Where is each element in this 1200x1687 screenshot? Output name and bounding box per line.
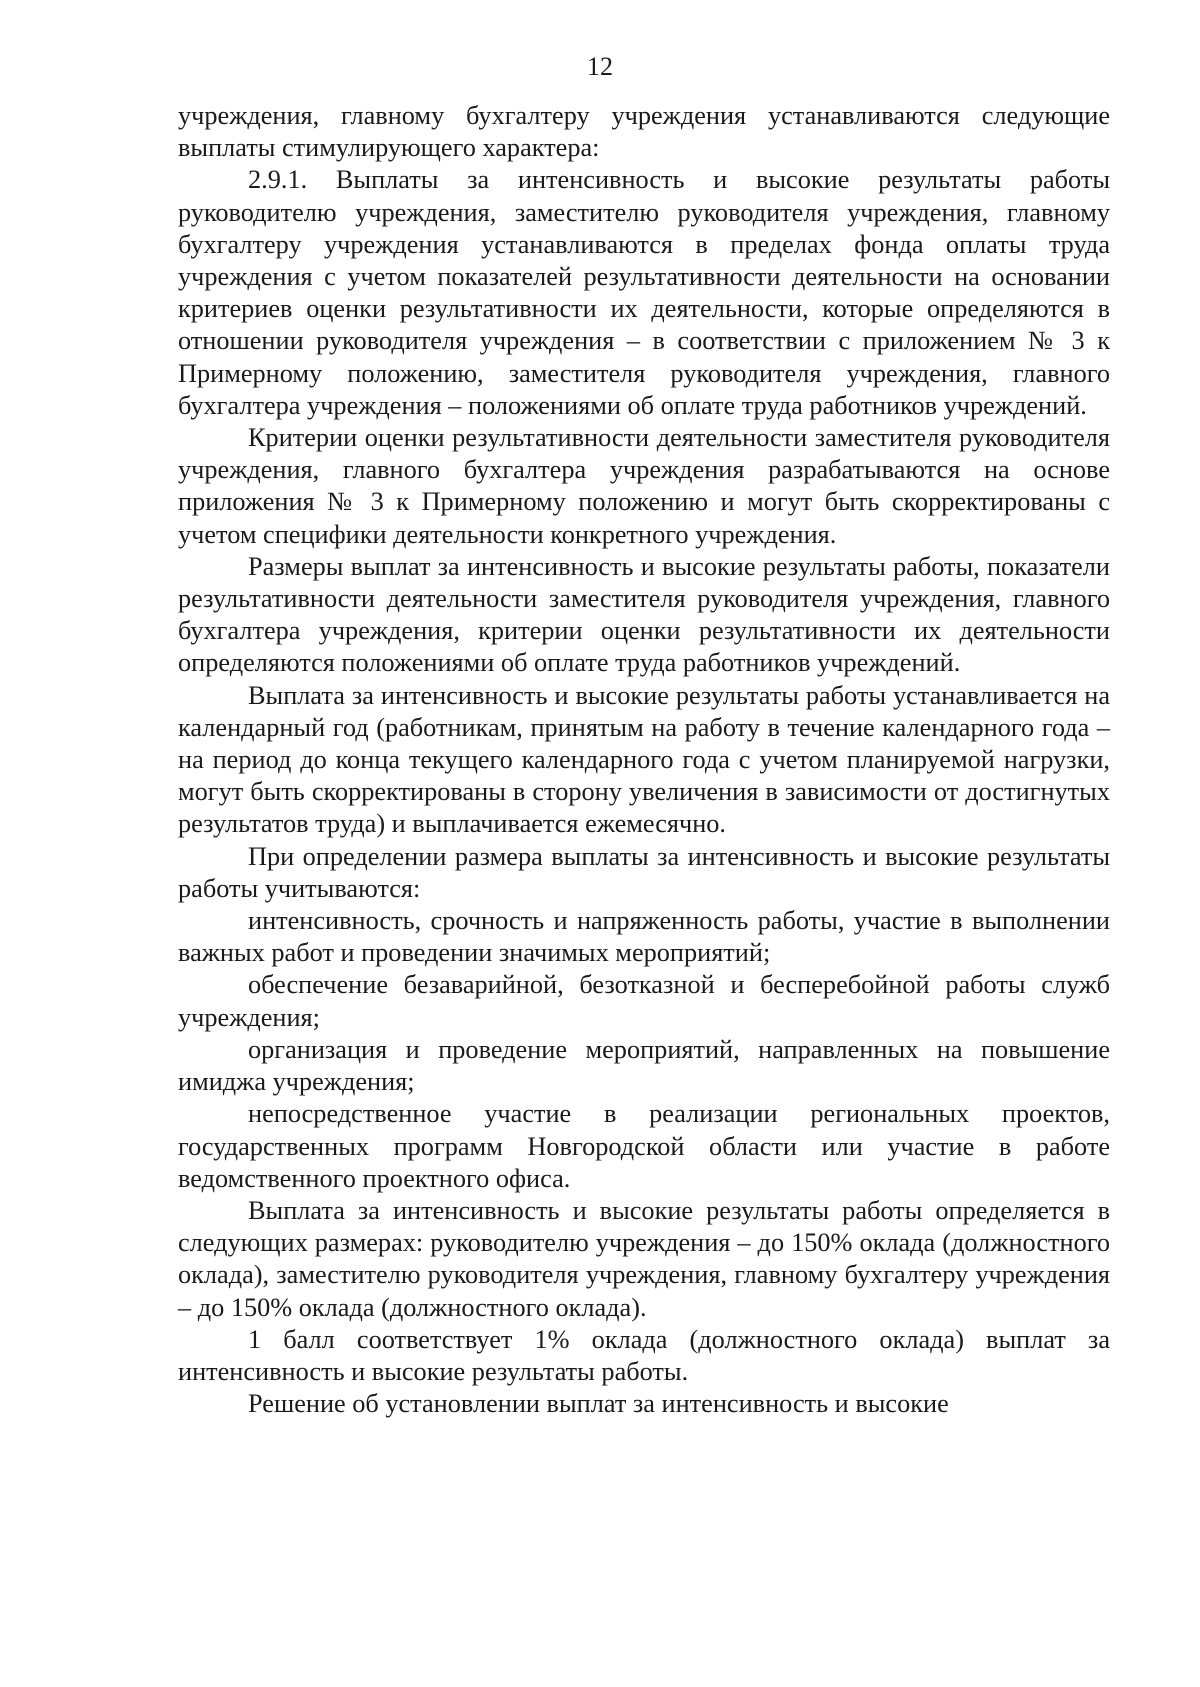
paragraph-criteria: Критерии оценки результативности деятельности заместителя руководителя учреждения, главного бухгалтера учреждения разрабатываются на основе приложения № 3 к Примерному положению и могут быть скорректированы с учетом специфики деятельности конкретного учреждения. <box>178 423 1110 549</box>
paragraph-factor-image: организация и проведение мероприятий, направленных на повышение имиджа учреждения; <box>178 1034 1110 1097</box>
paragraph-section-2-9-1: 2.9.1. Выплаты за интенсивность и высокие результаты работы руководителю учреждения, заместителю руководителя учреждения, главному бухгалтеру учреждения устанавливаются в пределах фонда оплаты труда учреждения с учетом показателей результативности деятельности на основании критериев оценки результативности их деятельности, которые определяются в отношении руководителя учреждения – в соответствии с приложением № 3 к Примерному положению, заместителя руководителя учреждения, главного бухгалтера учреждения – положениями об оплате труда работников учреждений. <box>178 165 1110 420</box>
paragraph-factor-intensity: интенсивность, срочность и напряженность работы, участие в выполнении важных работ и проведении значимых мероприятий; <box>178 906 1110 968</box>
document-body <box>178 100 1110 1420</box>
paragraph-factor-projects: непосредственное участие в реализации региональных проектов, государственных программ Новгородской области или участие в работе ведомственного проектного офиса. <box>178 1099 1110 1193</box>
paragraph-payment-period: Выплата за интенсивность и высокие результаты работы устанавливается на календарный год (работникам, принятым на работу в течение календарного года – на период до конца текущего календарного года с учетом планируемой нагрузки, могут быть скорректированы в сторону увеличения в зависимости от достигнутых результатов труда) и выплачивается ежемесячно. <box>178 680 1110 839</box>
paragraph-continuation: учреждения, главному бухгалтеру учреждения устанавливаются следующие выплаты стимулирующего характера: <box>178 101 1110 163</box>
page-number: 12 <box>587 52 613 81</box>
paragraph-point-value: 1 балл соответствует 1% оклада (должностного оклада) выплат за интенсивность и высокие результаты работы. <box>178 1324 1110 1386</box>
paragraph-payment-sizes: Размеры выплат за интенсивность и высокие результаты работы, показатели результативности деятельности заместителя руководителя учреждения, главного бухгалтера учреждения, критерии оценки результативности их деятельности определяются положениями об оплате труда работников учреждений. <box>178 551 1110 678</box>
paragraph-decision: Решение об установлении выплат за интенсивность и высокие <box>248 1389 949 1419</box>
paragraph-factors-intro: При определении размера выплаты за интенсивность и высокие результаты работы учитываются: <box>178 841 1110 903</box>
paragraph-factor-reliability: обеспечение безаварийной, безотказной и бесперебойной работы служб учреждения; <box>178 970 1110 1032</box>
paragraph-payment-amounts: Выплата за интенсивность и высокие результаты работы определяется в следующих размерах: руководителю учреждения – до 150% оклада (должностного оклада), заместителю руководителя учреждения, главному бухгалтеру учреждения – до 150% оклада (должностного оклада). <box>178 1195 1110 1322</box>
